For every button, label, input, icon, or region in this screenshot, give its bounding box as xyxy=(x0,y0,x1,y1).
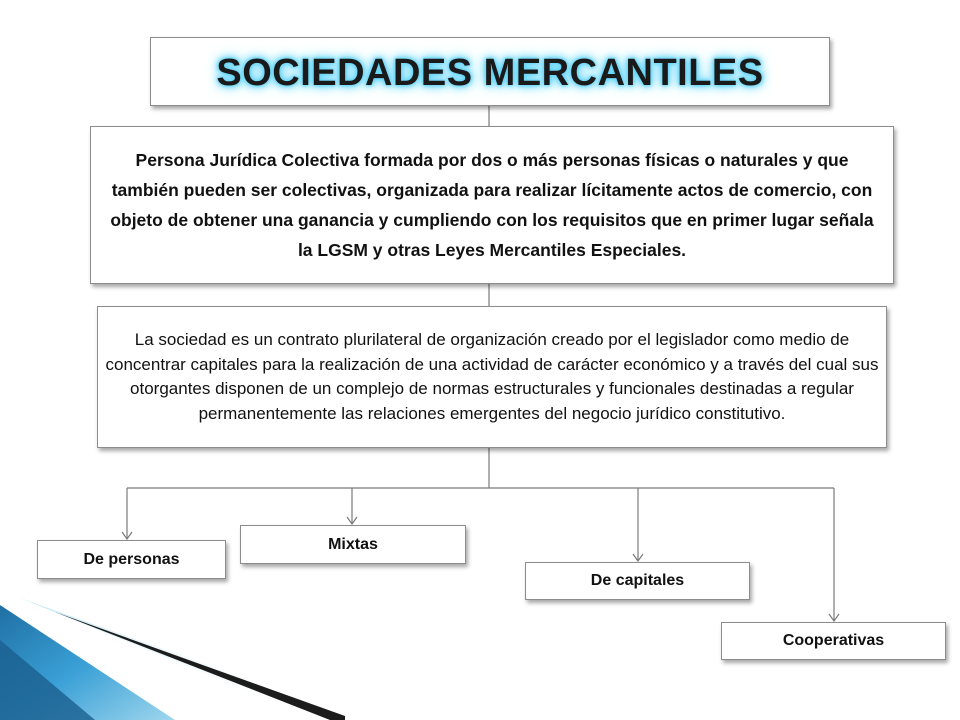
type-label-cooperativas: Cooperativas xyxy=(782,632,885,649)
diagram-title: SOCIEDADES MERCANTILES xyxy=(216,52,764,94)
branch-arrow-mixtas xyxy=(347,488,357,524)
type-box-cooperativas xyxy=(721,622,946,660)
branch-arrow-personas xyxy=(122,488,132,539)
type-box-de-personas xyxy=(37,540,226,579)
type-label-mixtas: Mixtas xyxy=(328,535,378,553)
branch-arrow-cooperativas xyxy=(829,488,839,621)
type-label-de-personas: De personas xyxy=(83,550,180,568)
type-label-de-capitales: De capitales xyxy=(590,572,685,589)
definition-text: Persona Jurídica Colectiva formada por dos o más personas físicas o naturales y que también pueden ser colectivas, organizada para realizar lícitamente actos de comercio, con objeto de obtener una ganancia y cumpliendo con los requisitos que en primer lugar señala la LGSM y otras Leyes Mercantiles Especiales. xyxy=(110,150,874,260)
definition-box xyxy=(90,126,894,284)
contract-box xyxy=(97,306,887,448)
branch-arrow-capitales xyxy=(633,488,643,561)
type-box-mixtas xyxy=(240,525,466,564)
corner-ribbon xyxy=(0,598,345,720)
title-box xyxy=(150,37,830,106)
contract-text: La sociedad es un contrato plurilateral de organización creado por el legislador como medio de concentrar capitales para la realización de una actividad de carácter económico y a través del cual sus otorgantes disponen de un complejo de normas estructurales y funcionales destinadas a regular permanentemente las relaciones emergentes del negocio jurídico constitutivo. xyxy=(105,330,879,423)
type-box-de-capitales xyxy=(525,562,750,600)
